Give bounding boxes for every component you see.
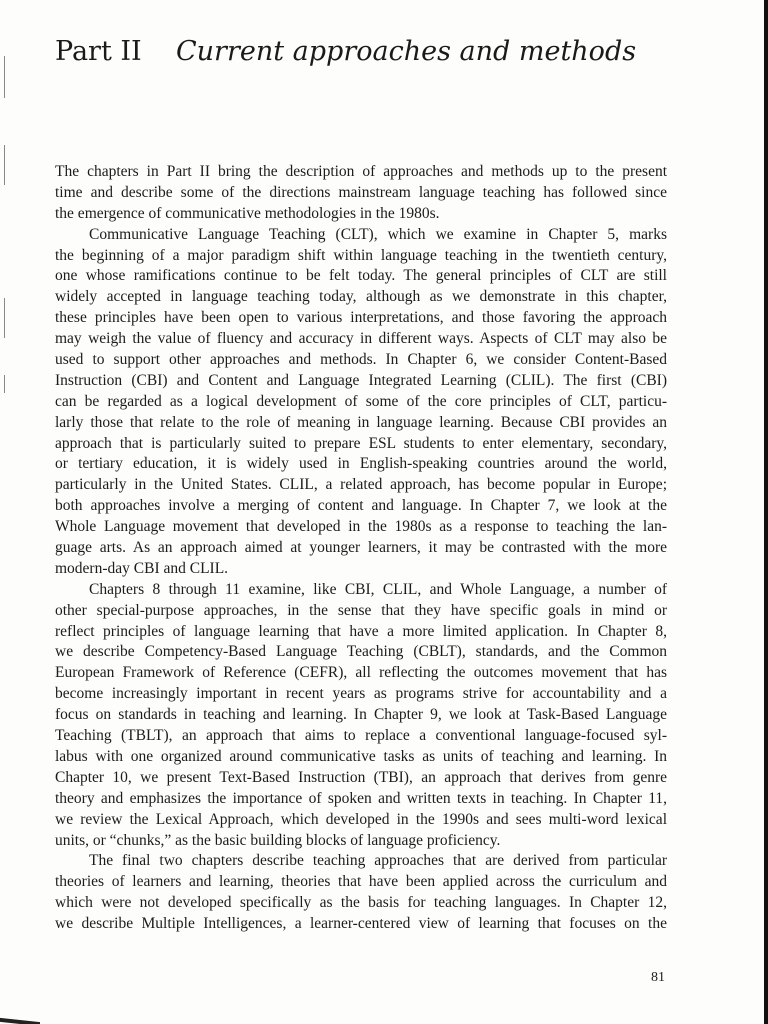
- text-line: we describe Multiple Intelligences, a learner-centered view of learning that focuses on the: [55, 915, 667, 933]
- text-line: other special-purpose approaches, in the sense that they have specific goals in mind or: [55, 601, 667, 619]
- text-line: larly those that relate to the role of meaning in language learning. Because CBI provides an: [55, 413, 667, 431]
- text-line: time and describe some of the directions mainstream language teaching has followed since: [55, 183, 667, 201]
- text-line: we describe Competency-Based Language Teaching (CBLT), standards, and the Common: [55, 643, 667, 661]
- text-line: guage arts. As an approach aimed at younger learners, it may be contrasted with the more: [55, 539, 667, 557]
- text-line: used to support other approaches and methods. In Chapter 6, we consider Content-Based: [55, 351, 667, 369]
- page-edge-mark: [4, 298, 5, 338]
- text-line: Whole Language movement that developed in the 1980s as a response to teaching the lan-: [55, 518, 667, 536]
- text-line: which were not developed specifically as the basis for teaching languages. In Chapter 12,: [55, 894, 667, 912]
- text-line: Chapters 8 through 11 examine, like CBI, CLIL, and Whole Language, a number of: [89, 580, 667, 598]
- part-label: Part II: [55, 36, 142, 67]
- book-spine-edge: [764, 0, 768, 1024]
- page-number: 81: [651, 970, 665, 985]
- text-line: may weigh the value of fluency and accuracy in different ways. Aspects of CLT may also be: [55, 330, 667, 348]
- page-corner-shadow: [0, 1018, 40, 1024]
- page-edge-mark: [4, 56, 5, 98]
- text-line: widely accepted in language teaching today, although as we demonstrate in this chapter,: [55, 288, 667, 306]
- text-line: these principles have been open to various interpretations, and those favoring the approach: [55, 309, 667, 327]
- text-line: become increasingly important in recent years as programs strive for accountability and a: [55, 685, 667, 703]
- text-line: The final two chapters describe teaching approaches that are derived from particular: [89, 852, 667, 870]
- text-line: Instruction (CBI) and Content and Language Integrated Learning (CLIL). The first (CBI): [55, 371, 667, 389]
- text-line: theories of learners and learning, theories that have been applied across the curriculum and: [55, 873, 667, 891]
- text-line: one whose ramifications continue to be felt today. The general principles of CLT are still: [55, 267, 667, 285]
- text-line: we review the Lexical Approach, which developed in the 1990s and sees multi-word lexical: [55, 810, 667, 828]
- text-line: approach that is particularly suited to prepare ESL students to enter elementary, secondary,: [55, 434, 667, 452]
- text-line: both approaches involve a merging of content and language. In Chapter 7, we look at the: [55, 497, 667, 515]
- page-edge-mark: [4, 375, 5, 393]
- text-line: particularly in the United States. CLIL, a related approach, has become popular in Europe;: [55, 476, 667, 494]
- text-line: the emergence of communicative methodologies in the 1980s.: [55, 204, 440, 222]
- text-line: labus with one organized around communicative tasks as units of teaching and learning. In: [55, 747, 667, 765]
- text-line: focus on standards in teaching and learning. In Chapter 9, we look at Task-Based Language: [55, 706, 667, 724]
- text-line: the beginning of a major paradigm shift within language teaching in the twentieth century,: [55, 246, 667, 264]
- text-line: The chapters in Part II bring the description of approaches and methods up to the present: [55, 163, 667, 180]
- text-line: modern-day CBI and CLIL.: [55, 559, 229, 577]
- text-line: Communicative Language Teaching (CLT), which we examine in Chapter 5, marks: [89, 225, 667, 243]
- text-line: can be regarded as a logical development of some of the core principles of CLT, particu-: [55, 392, 667, 410]
- text-line: Chapter 10, we present Text-Based Instruction (TBI), an approach that derives from genre: [55, 768, 667, 786]
- text-line: European Framework of Reference (CEFR), all reflecting the outcomes movement that has: [55, 664, 667, 682]
- body-text: [55, 162, 667, 935]
- page-title: Current approaches and methods: [176, 36, 637, 67]
- text-line: reflect principles of language learning that have a more limited application. In Chapter 8,: [55, 622, 667, 640]
- page-edge-mark: [4, 145, 5, 185]
- text-line: or tertiary education, it is widely used in English-speaking countries around the world,: [55, 455, 667, 473]
- text-line: Teaching (TBLT), an approach that aims to replace a conventional language-focused syl-: [55, 727, 667, 745]
- text-line: units, or “chunks,” as the basic building blocks of language proficiency.: [55, 831, 501, 849]
- text-line: theory and emphasizes the importance of spoken and written texts in teaching. In Chapter 11,: [55, 789, 667, 807]
